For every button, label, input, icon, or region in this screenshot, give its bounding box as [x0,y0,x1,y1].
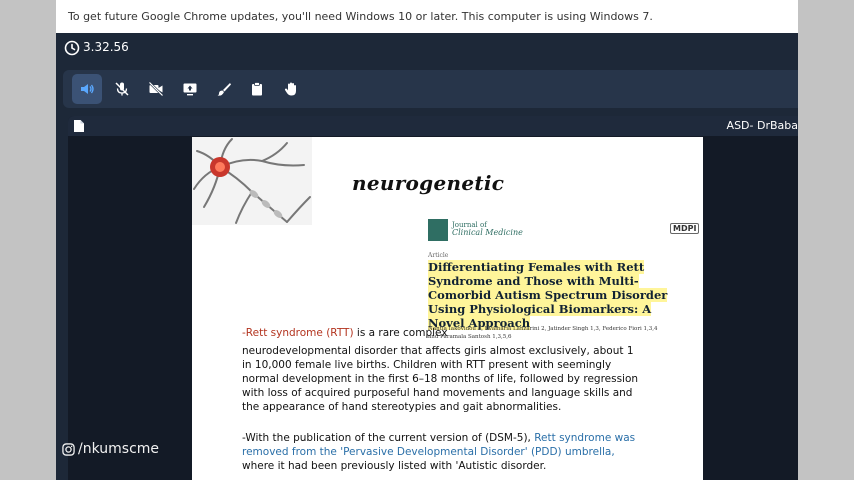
raise-hand-button[interactable] [276,74,306,104]
presentation-slide [192,137,703,480]
clipboard-icon [249,81,265,97]
paragraph-1-lead-rest: is a rare complex [353,327,448,339]
journal-name-line2: Clinical Medicine [452,228,523,237]
slide-title: neurogenetic [352,171,505,195]
paragraph-2-rest: where it had been previously listed with 'Autistic disorder. [242,460,547,472]
neuron-illustration [192,137,312,225]
article-authors: Nantia Iakovidou 1, Evamaria Lanzarini 2, Jatinder Singh 1,3, Federico Fiori 1,3,4 and Paramala Santosh 1,3,5,6 [428,326,658,340]
camera-off-icon [148,81,164,97]
article-title-highlight: Differentiating Females with Rett Syndrome and Those with Multi-Comorbid Autism Spectrum Disorder Using Physiological Biomarkers: A Novel Approach [428,260,668,330]
microphone-muted-icon [114,81,130,97]
journal-name [452,221,542,237]
paragraph-2-highlight: Rett syndrome was removed from the 'Pervasive Developmental Disorder' (PDD) umbrella, [242,432,636,458]
banner-text: To get future Google Chrome updates, you'll need Windows 10 or later. This computer is using Windows 7. [68,10,653,23]
update-banner [56,0,798,33]
paragraph-1-body: neurodevelopmental disorder that affects girls almost exclusively, about 1 in 10,000 female live births. Children with RTT present with seemingly normal development in the first 6–18 months of life, followed by regression with loss of acquired purposeful hand movements and language skills and the appearance of hand stereotypies and gait abnormalities. [242,345,639,413]
document-title: ASD- DrBaba [726,119,798,132]
screen-share-icon [182,81,198,97]
content-header [68,116,798,136]
rett-syndrome-highlight: Rett syndrome (RTT) [245,327,354,339]
screen-share-button[interactable] [175,74,205,104]
brush-icon [216,81,232,97]
instagram-icon [62,443,75,456]
speaker-icon [79,81,95,97]
paragraph-1-lead [242,326,448,340]
document-icon [74,120,84,132]
clock-icon [64,40,80,56]
article-title [428,260,674,330]
session-timer-bar [56,33,798,63]
watermark-text: /nkumscme [78,441,160,457]
paragraph-2 [242,431,642,473]
journal-logo [428,219,448,241]
speaker-button[interactable] [72,74,102,104]
article-label: Article [428,252,449,259]
microphone-button[interactable] [107,74,137,104]
raise-hand-icon [283,81,299,97]
publisher-logo: MDPI [670,223,699,234]
watermark [62,441,159,457]
camera-button[interactable] [141,74,171,104]
journal-name-line1: Journal of [452,221,487,229]
clipboard-button[interactable] [242,74,272,104]
rett-prefix: - [242,327,246,339]
annotate-button[interactable] [209,74,239,104]
meeting-toolbar [63,70,798,108]
session-time: 3.32.56 [83,40,129,54]
paragraph-2-lead: -With the publication of the current version of (DSM-5), [242,432,535,444]
